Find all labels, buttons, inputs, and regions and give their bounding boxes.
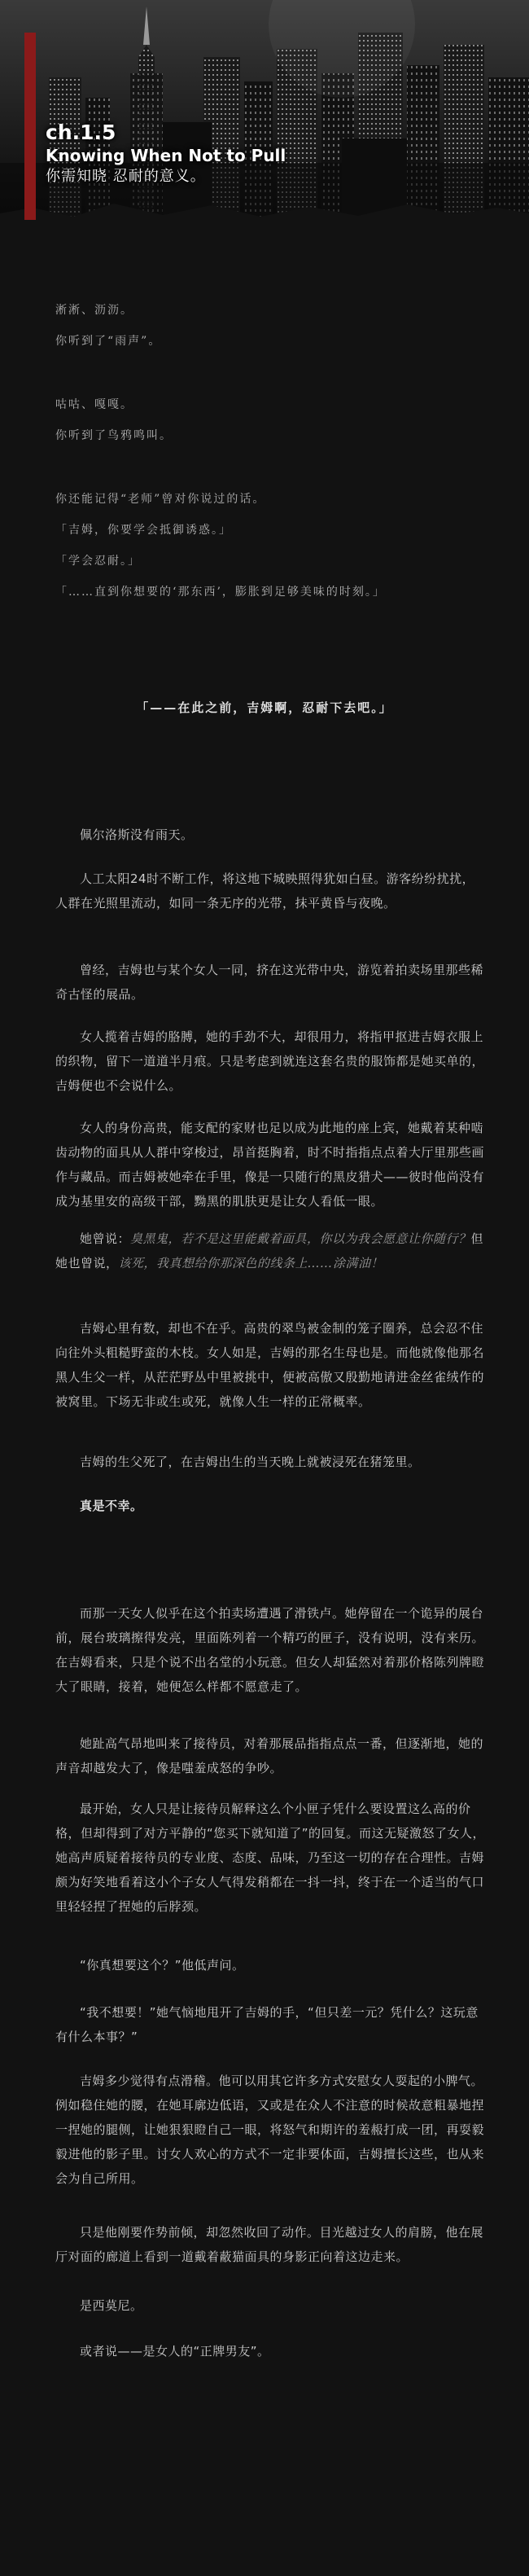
chapter-number: ch.1.5 [46,121,116,144]
dialogue-mid: 但她也曾说， [55,1231,484,1270]
epigraph-line: 你听到了“雨声”。 [55,335,162,348]
body-paragraph: 佩尔洛斯没有雨天。 [80,827,194,842]
chapter-heading [46,121,286,187]
body-paragraph: 女人揽着吉姆的胳膊，她的手劲不大，却很用力，将指甲抠进吉姆衣服上的织物，留下一道道半月痕。只是考虑到就连这套名贵的服饰都是她买单的，吉姆便也不会说什么。 [55,1029,485,1093]
dialogue-lead: 她曾说： [80,1231,131,1246]
epigraph-line: 「学会忍耐。」 [55,555,141,568]
chapter-title: Knowing When Not to Pull [46,146,286,165]
chapter-accent-bar [24,33,36,220]
body-paragraph: 或者说——是女人的“正牌男友”。 [80,2344,270,2359]
body-paragraph: “我不想要！”她气恼地甩开了吉姆的手，“但只差一元？凭什么？这玩意有什么本事？” [55,2005,479,2044]
body-paragraph: 只是他刚要作势前倾，却忽然收回了动作。目光越过女人的肩膀，他在展厅对面的廊道上看到一道戴着蔽猫面具的身影正向着这边走来。 [55,2225,484,2264]
epigraph-line: 你听到了鸟鸦鸣叫。 [55,429,173,442]
epigraph-line: 「吉姆，你要学会抵御诱惑。」 [55,524,232,537]
chapter-banner [0,0,529,220]
body-paragraph: 她趾高气昂地叫来了接待员，对着那展品指指点点一番，但逐渐地，她的声音却越发大了，像是嗤羞成怒的争吵。 [55,1736,484,1775]
body-paragraph: 曾经，吉姆也与某个女人一同，挤在这光带中央，游览着拍卖场里那些稀奇古怪的展品。 [55,963,484,1002]
body-paragraph: 而那一天女人似乎在这个拍卖场遭遇了滑铁卢。她停留在一个诡异的展台前，展台玻璃擦得发亮，里面陈列着一个精巧的匣子，没有说明，没有来历。在吉姆看来，只是个说不出名堂的小玩意。但女人却猛然对着那价格陈列牌瞪大了眼睛，接着，她便怎么样都不愿意走了。 [55,1606,485,1694]
epigraph-line: 「……直到你想要的‘那东西’，膨胀到足够美味的时刻。」 [55,586,386,599]
body-paragraph: 吉姆的生父死了，在吉姆出生的当天晚上就被浸死在猪笼里。 [80,1455,421,1469]
epigraph-line: 咕咕、嘎嘎。 [55,398,133,411]
body-paragraph: 吉姆多少觉得有点滑稽。他可以用其它许多方式安慰女人耍起的小脾气。例如稳住她的腰，在她耳廓边低语，又或是在众人不注意的时候故意粗暴地捏一捏她的腿侧，让她狠狠瞪自己一眼，将怒气和期许的羞赧打成一团，再耍毅毅进他的影子里。讨女人欢心的方式不一定非要体面，吉姆擅长这些，也从来会为自己所用。 [55,2074,485,2186]
chapter-subtitle: 你需知晓 忍耐的意义。 [46,168,206,185]
body-paragraph: 人工太阳24时不断工作，将这地下城映照得犹如白昼。游客纷纷扰扰，人群在光照里流动，如同一条无序的光带，抹平黄昏与夜晚。 [55,871,475,911]
epigraph-line: 淅淅、沥沥。 [55,304,133,317]
body-paragraph: 最开始，女人只是让接待员解释这么个小匣子凭什么要设置这么高的价格，但却得到了对方平静的“您买下就知道了”的回复。而这无疑激怒了女人，她高声质疑着接待员的专业度、态度、品味，乃至这一切的存在合理性。吉姆颇为好笑地看着这小个子女人气得发稍都在一抖一抖，终于在一个适当的气口里轻轻捏了捏她的后脖颈。 [55,1801,486,1914]
body-paragraph: “你真想要这个？”他低声问。 [80,1958,245,1973]
body-paragraph-dialogue [55,1227,487,1275]
body-paragraph-emphasis: 真是不幸。 [80,1499,143,1513]
chapter-quote: 「——在此之前，吉姆啊，忍耐下去吧。」 [136,700,393,715]
body-paragraph: 吉姆心里有数，却也不在乎。高贵的翠鸟被金制的笼子圈养，总会忍不住向往外头粗糙野蛮的木枝。女人如是，吉姆的那名生母也是。而他就像他那名黑人生父一样，从茫茫野丛中里被挑中，便被高傲又殷勤地请进金丝雀绒作的被窝里。下场无非或生或死，就像人生一样的正常概率。 [55,1321,485,1409]
dialogue-quote: 臭黑鬼，若不是这里能戴着面具，你以为我会愿意让你随行？ [130,1231,471,1246]
dialogue-quote: 该死，我真想给你那深色的线条上……涂满油！ [118,1256,384,1270]
body-paragraph: 是西莫尼。 [80,2298,143,2313]
body-paragraph: 女人的身份高贵，能支配的家财也足以成为此地的座上宾，她戴着某种啮齿动物的面具从人群中穿梭过，昂首挺胸着，时不时指指点点着大厅里那些画作与藏品。而吉姆被她牵在手里，像是一只随行的黑皮猎犬——彼时他尚没有成为基里安的高级干部，黝黑的肌肤更是让女人看低一眼。 [55,1121,485,1209]
epigraph-line: 你还能记得“老师”曾对你说过的话。 [55,493,266,506]
